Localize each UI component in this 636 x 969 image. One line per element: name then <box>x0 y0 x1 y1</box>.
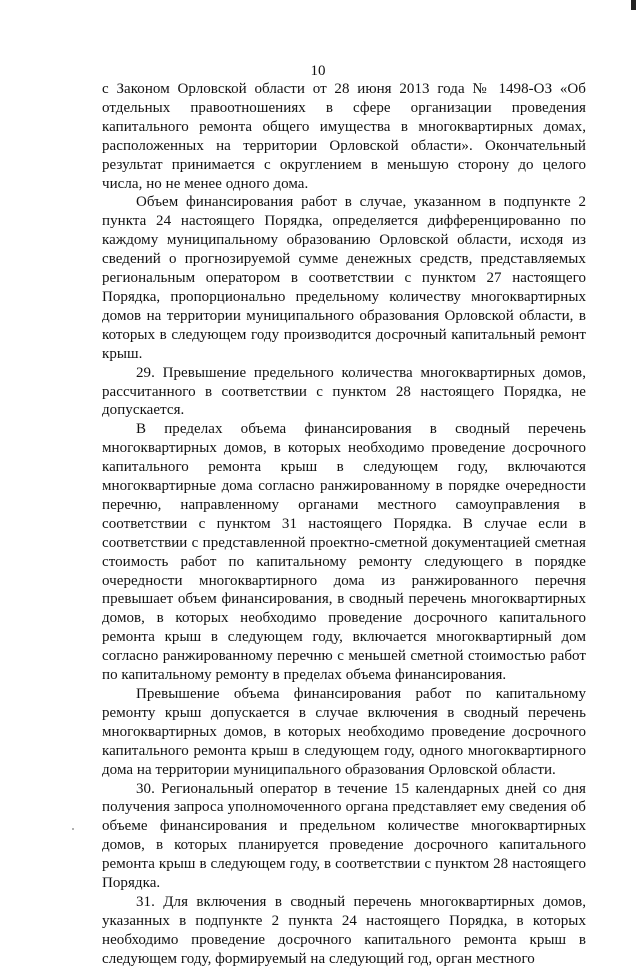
page-number: 10 <box>310 63 326 79</box>
document-body <box>102 80 586 969</box>
paragraph-financing-limits: В пределах объема финансирования в сводный перечень многоквартирных домов, в которых необходимо проведение досрочного капитального ремонта крыш в следующем году, включаются многоквартирные дома согласно ранжированному в порядке очередности перечню, направленному органами местного самоуправления в соответствии с пунктом 31 настоящего Порядка. В случае если в соответствии с представленной проектно-сметной документацией сметная стоимость работ по капитальному ремонту следующего в порядке очередности многоквартирного дома из ранжированного перечня превышает объем финансирования, в сводный перечень многоквартирных домов, в которых необходимо проведение досрочного капитального ремонта крыш в следующем году, включается многоквартирный дом согласно ранжированному перечню с меньшей сметной стоимостью работ по капитальному ремонту в пределах объема финансирования. <box>102 421 586 684</box>
paragraph-clause-30: 30. Региональный оператор в течение 15 календарных дней со дня получения запроса уполномоченного органа представляет ему сведения об объеме финансирования и предельном количестве многоквартирных домов, в которых планируется проведение досрочного капитального ремонта крыш в следующем году, в соответствии с пунктом 28 настоящего Порядка. <box>102 780 586 892</box>
scan-speck <box>72 828 74 830</box>
paragraph-continuation-law-reference: с Законом Орловской области от 28 июня 2013 года № 1498-ОЗ «Об отдельных правоотношениях в сфере организации проведения капитального ремонта общего имущества в многоквартирных домах, расположенных на территории Орловской области». Окончательный результат принимается с округлением в меньшую сторону до целого числа, но не менее одного дома. <box>102 81 586 192</box>
paragraph-financing-volume: Объем финансирования работ в случае, указанном в подпункте 2 пункта 24 настоящего Порядка, определяется дифференцированно по каждому муниципальному образованию Орловской области, исходя из сведений о прогнозируемой сумме денежных средств, представляемых региональным оператором в соответствии с пунктом 27 настоящего Порядка, пропорционально предельному количеству многоквартирных домов на территории муниципального образования Орловской области, в которых в следующем году производится досрочный капитальный ремонт крыш. <box>102 194 586 362</box>
paragraph-financing-excess: Превышение объема финансирования работ по капитальному ремонту крыш допускается в случае включения в сводный перечень многоквартирных домов, в которых необходимо проведение досрочного капитального ремонта крыш в следующем году, одного многоквартирного дома на территории муниципального образования Орловской области. <box>102 686 586 778</box>
scan-corner-mark <box>631 0 636 10</box>
paragraph-clause-31: 31. Для включения в сводный перечень многоквартирных домов, указанных в подпункте 2 пункта 24 настоящего Порядка, в которых необходимо проведение досрочного капитального ремонта крыш в следующем году, формируемый на следующий год, орган местного <box>102 893 586 967</box>
paragraph-clause-29: 29. Превышение предельного количества многоквартирных домов, рассчитанного в соответствии с пунктом 28 настоящего Порядка, не допускается. <box>102 364 586 419</box>
